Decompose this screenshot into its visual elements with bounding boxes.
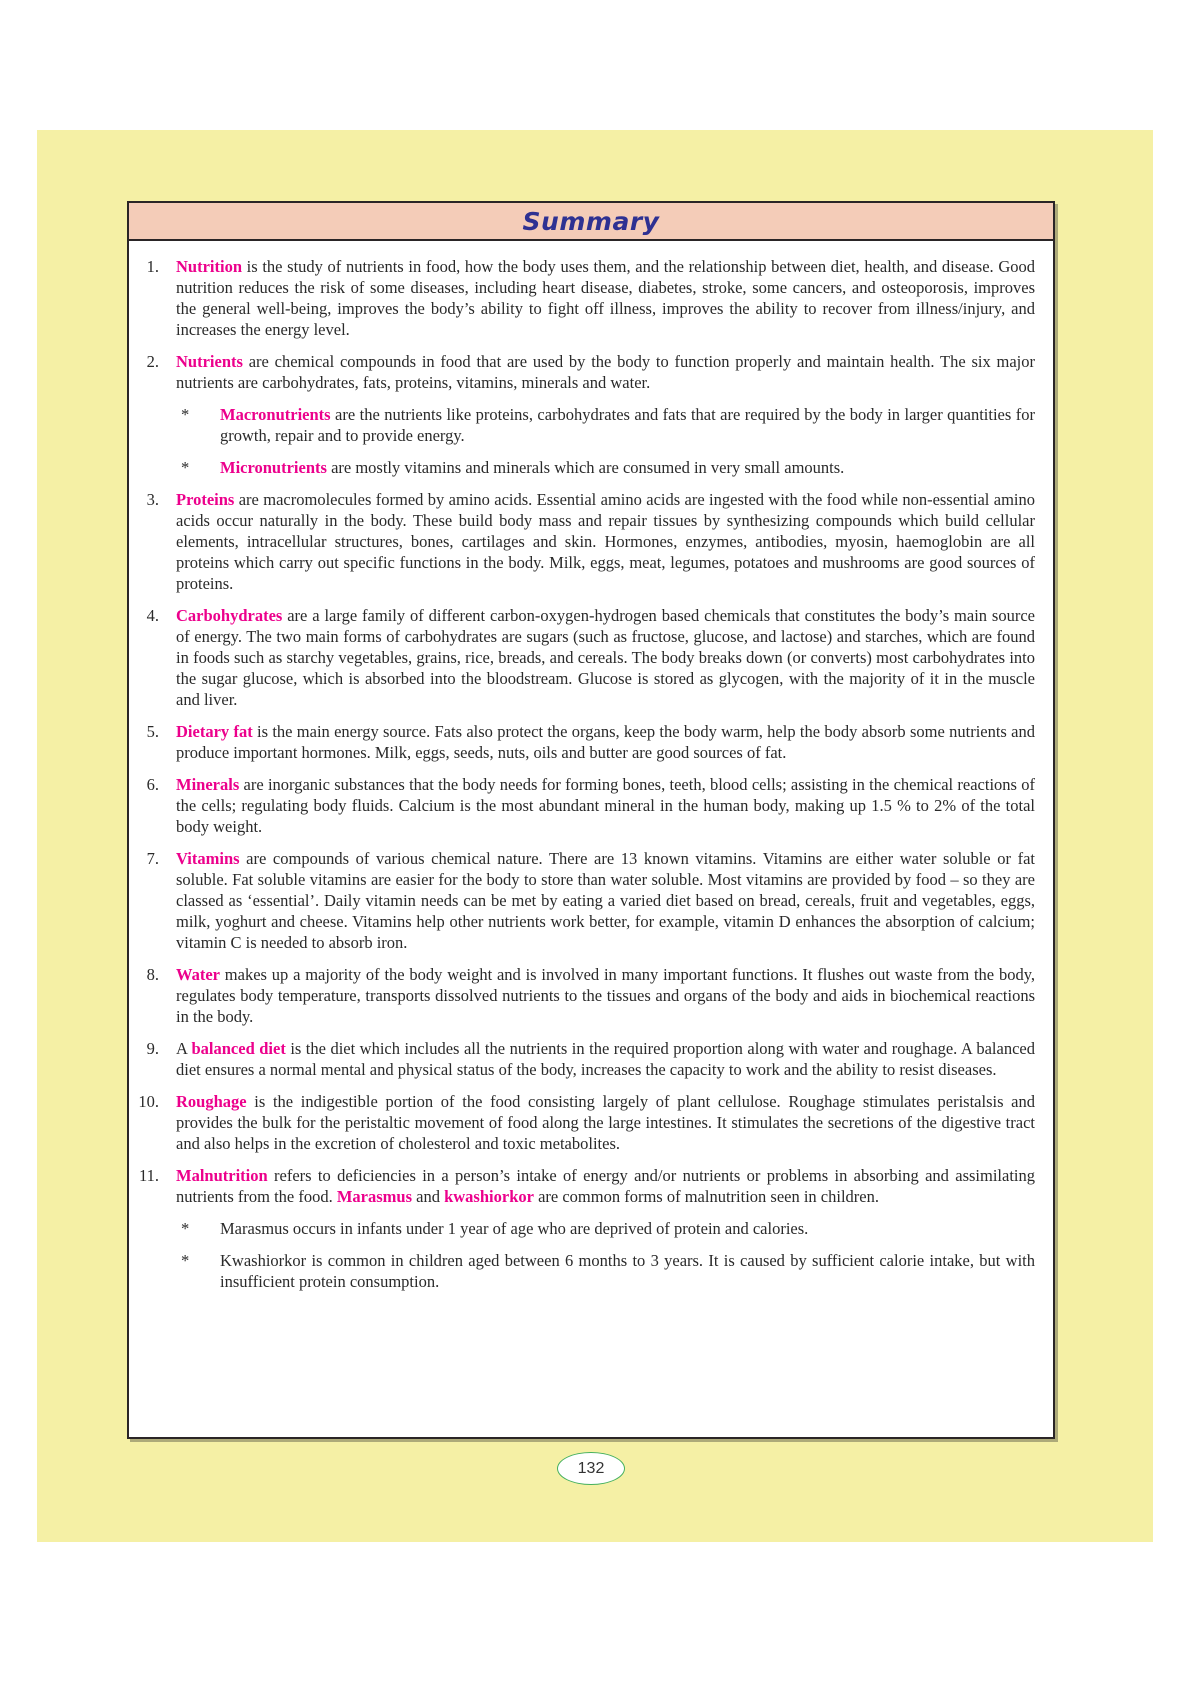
- keyword-term: Carbohydrates: [176, 606, 283, 625]
- summary-header: [129, 203, 1053, 241]
- item-number: 11.: [138, 1166, 159, 1185]
- item-text: Macronutrients are the nutrients like proteins, carbohydrates and fats that are required by the body in larger quantities for growth, repair and to provide energy.: [220, 405, 1035, 445]
- item-text: Dietary fat is the main energy source. Fats also protect the organs, keep the body warm, help the body absorb some nutrients and produce important hormones. Milk, eggs, seeds, nuts, oils and butter are good sources of fat.: [176, 722, 1035, 762]
- summary-subitem: [181, 1218, 1035, 1239]
- item-number: 8.: [146, 965, 159, 984]
- page-number: 132: [577, 1459, 605, 1477]
- page-number-badge: [557, 1452, 625, 1485]
- keyword-term: Micronutrients: [220, 458, 327, 477]
- item-text: Minerals are inorganic substances that the body needs for forming bones, teeth, blood cells; assisting in the chemical reactions of the cells; regulating body fluids. Calcium is the most abundant mineral in the human body, making up 1.5 % to 2% of the total body weight.: [176, 775, 1035, 836]
- keyword-term: balanced diet: [191, 1039, 286, 1058]
- item-text: Vitamins are compounds of various chemical nature. There are 13 known vitamins. Vitamins are either water soluble or fat soluble. Fat soluble vitamins are easier for the body to store than water soluble. Most vitamins are provided by food – so they are classed as ‘essential’. Daily vitamin needs can be met by eating a varied diet based on bread, cereals, fruit and vegetables, eggs, milk, yoghurt and cheese. Vitamins help other nutrients work better, for example, vitamin D enhances the absorption of calcium; vitamin C is needed to absorb iron.: [176, 849, 1035, 952]
- item-text: Proteins are macromolecules formed by amino acids. Essential amino acids are ingested with the food while non-essential amino acids occur naturally in the body. These build body mass and repair tissues by synthesizing compounds which build cellular elements, intracellular structures, bones, cartilages and skin. Hormones, enzymes, antibodies, myosin, haemoglobin are all proteins which carry out specific functions in the body. Milk, eggs, meat, legumes, potatoes and mushrooms are good sources of proteins.: [176, 490, 1035, 593]
- item-text: Nutrition is the study of nutrients in food, how the body uses them, and the relationship between diet, health, and disease. Good nutrition reduces the risk of some diseases, including heart disease, diabetes, stroke, some cancers, and osteoporosis, improves the general well-being, improves the body’s ability to fight off illness, improves the ability to recover from illness/injury, and increases the energy level.: [176, 257, 1035, 339]
- summary-title: Summary: [522, 206, 660, 236]
- keyword-term: Vitamins: [176, 849, 240, 868]
- item-number: 1.: [146, 257, 159, 276]
- summary-item: [129, 848, 1035, 953]
- subitem-bullet: *: [181, 458, 190, 477]
- keyword-term: Marasmus: [336, 1187, 413, 1206]
- item-number: 2.: [146, 352, 159, 371]
- keyword-term: Roughage: [176, 1092, 247, 1111]
- item-number: 9.: [146, 1039, 159, 1058]
- summary-box: [127, 201, 1055, 1439]
- keyword-term: Water: [176, 965, 220, 984]
- item-text: Marasmus occurs in infants under 1 year of age who are deprived of protein and calories.: [220, 1219, 809, 1238]
- item-number: 3.: [146, 490, 159, 509]
- summary-item: [129, 605, 1035, 710]
- summary-item: [129, 256, 1035, 340]
- summary-subitem: [181, 457, 1035, 478]
- keyword-term: Minerals: [176, 775, 240, 794]
- item-text: Carbohydrates are a large family of different carbon-oxygen-hydrogen based chemicals that constitutes the body’s main source of energy. The two main forms of carbohydrates are sugars (such as fructose, glucose, and lactose) and starches, which are found in foods such as starchy vegetables, grains, rice, breads, and cereals. The body breaks down (or converts) most carbohydrates into the sugar glucose, which is absorbed into the bloodstream. Glucose is stored as glycogen, with the majority of it in the muscle and liver.: [176, 606, 1035, 709]
- item-number: 10.: [138, 1092, 159, 1111]
- summary-item: [129, 351, 1035, 393]
- summary-items: [129, 241, 1053, 1292]
- summary-item: [129, 1165, 1035, 1207]
- summary-item: [129, 1038, 1035, 1080]
- item-number: 5.: [146, 722, 159, 741]
- summary-item: [129, 774, 1035, 837]
- summary-item: [129, 721, 1035, 763]
- keyword-term: Nutrition: [176, 257, 242, 276]
- subitem-bullet: *: [181, 405, 190, 424]
- keyword-term: Dietary fat: [176, 722, 253, 741]
- keyword-term: kwashiorkor: [444, 1187, 534, 1206]
- item-text: Roughage is the indigestible portion of the food consisting largely of plant cellulose. Roughage stimulates peristalsis and provides the bulk for the peristaltic movement of food along the large intestines. It stimulates the secretions of the digestive tract and also helps in the excretion of cholesterol and toxic metabolites.: [176, 1092, 1035, 1153]
- item-text: Nutrients are chemical compounds in food that are used by the body to function properly and maintain health. The six major nutrients are carbohydrates, fats, proteins, vitamins, minerals and water.: [176, 352, 1035, 392]
- summary-subitem: [181, 1250, 1035, 1292]
- item-number: 4.: [146, 606, 159, 625]
- item-text: Kwashiorkor is common in children aged between 6 months to 3 years. It is caused by sufficient calorie intake, but with insufficient protein consumption.: [220, 1251, 1035, 1291]
- keyword-term: Nutrients: [176, 352, 243, 371]
- item-text: Malnutrition refers to deficiencies in a person’s intake of energy and/or nutrients or problems in absorbing and assimilating nutrients from the food. Marasmus and kwashiorkor are common forms of malnutrition seen in children.: [176, 1166, 1035, 1206]
- summary-subitem: [181, 404, 1035, 446]
- keyword-term: Proteins: [176, 490, 235, 509]
- summary-item: [129, 489, 1035, 594]
- summary-item: [129, 964, 1035, 1027]
- item-number: 7.: [146, 849, 159, 868]
- keyword-term: Macronutrients: [220, 405, 331, 424]
- item-text: Micronutrients are mostly vitamins and minerals which are consumed in very small amounts.: [220, 458, 845, 477]
- item-number: 6.: [146, 775, 159, 794]
- item-text: A balanced diet is the diet which includes all the nutrients in the required proportion along with water and roughage. A balanced diet ensures a normal mental and physical status of the body, increases the capacity to work and the ability to resist diseases.: [176, 1039, 1035, 1079]
- subitem-bullet: *: [181, 1251, 190, 1270]
- subitem-bullet: *: [181, 1219, 190, 1238]
- summary-item: [129, 1091, 1035, 1154]
- item-text: Water makes up a majority of the body weight and is involved in many important functions. It flushes out waste from the body, regulates body temperature, transports dissolved nutrients to the tissues and organs of the body and aids in biochemical reactions in the body.: [176, 965, 1035, 1026]
- keyword-term: Malnutrition: [176, 1166, 268, 1185]
